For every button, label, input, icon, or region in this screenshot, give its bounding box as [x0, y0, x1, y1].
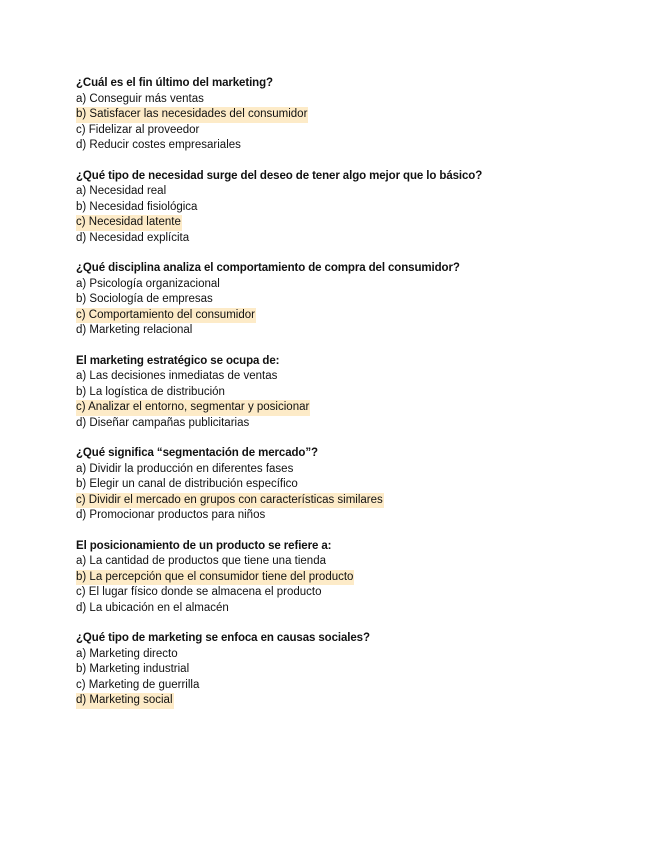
- question-title: ¿Qué disciplina analiza el comportamiento de compra del consumidor?: [76, 262, 460, 274]
- answer-option-text: c) Marketing de guerrilla: [76, 678, 200, 691]
- answer-option-text: c) Analizar el entorno, segmentar y posicionar: [76, 400, 310, 416]
- answer-option: [76, 138, 596, 154]
- answer-option-text: a) Las decisiones inmediatas de ventas: [76, 370, 278, 382]
- answer-option-correct: [76, 215, 596, 231]
- answer-option-text: c) Dividir el mercado en grupos con características similares: [76, 493, 384, 509]
- answer-option: [76, 231, 596, 247]
- answer-option: [76, 601, 596, 617]
- answer-option: [76, 323, 596, 339]
- answer-option: [76, 385, 596, 401]
- question-title: El marketing estratégico se ocupa de:: [76, 354, 280, 367]
- answer-option-text: a) Necesidad real: [76, 185, 167, 197]
- answer-option-text: b) Necesidad fisiológica: [76, 200, 198, 213]
- answer-option-text: a) La cantidad de productos que tiene una tienda: [76, 555, 326, 567]
- answer-option: [76, 184, 596, 200]
- answer-option: [76, 647, 596, 663]
- answer-option: [76, 508, 596, 524]
- answer-option: [76, 123, 596, 139]
- question-7: [76, 631, 596, 709]
- answer-option-correct: [76, 493, 596, 509]
- answer-option: [76, 462, 596, 478]
- answer-option: [76, 369, 596, 385]
- answer-option-text: b) Marketing industrial: [76, 663, 190, 675]
- answer-option-text: a) Psicología organizacional: [76, 277, 220, 290]
- question-title: El posicionamiento de un producto se refiere a:: [76, 539, 332, 552]
- answer-option-text: b) La logística de distribución: [76, 385, 225, 398]
- answer-option-text: d) Reducir costes empresariales: [76, 139, 241, 151]
- answer-option-text: d) Diseñar campañas publicitarias: [76, 416, 250, 429]
- question-6: [76, 539, 596, 617]
- answer-option-correct: [76, 400, 596, 416]
- answer-option-text: c) Fidelizar al proveedor: [76, 123, 200, 136]
- answer-option-text: d) Marketing social: [76, 693, 174, 709]
- question-title: ¿Qué significa “segmentación de mercado”?: [76, 447, 318, 459]
- answer-option-text: c) Comportamiento del consumidor: [76, 308, 256, 324]
- answer-option-text: b) La percepción que el consumidor tiene del producto: [76, 570, 354, 586]
- answer-option: [76, 554, 596, 570]
- answer-option-correct: [76, 570, 596, 586]
- answer-option-text: a) Marketing directo: [76, 647, 178, 660]
- answer-option-text: c) Necesidad latente: [76, 215, 182, 231]
- answer-option-correct: [76, 693, 596, 709]
- question-title: ¿Qué tipo de necesidad surge del deseo de tener algo mejor que lo básico?: [76, 169, 483, 182]
- answer-option-text: b) Sociología de empresas: [76, 293, 213, 305]
- answer-option: [76, 292, 596, 308]
- answer-option-correct: [76, 107, 596, 123]
- answer-option-text: a) Dividir la producción en diferentes fases: [76, 462, 294, 475]
- question-title: ¿Cuál es el fin último del marketing?: [76, 77, 273, 89]
- answer-option-text: b) Satisfacer las necesidades del consumidor: [76, 107, 308, 123]
- question-5: [76, 446, 596, 524]
- answer-option-text: c) El lugar físico donde se almacena el producto: [76, 586, 322, 598]
- answer-option: [76, 678, 596, 694]
- question-3: [76, 261, 596, 339]
- answer-option-correct: [76, 308, 596, 324]
- answer-option: [76, 585, 596, 601]
- answer-option-text: a) Conseguir más ventas: [76, 92, 204, 105]
- answer-option: [76, 277, 596, 293]
- quiz-document: [76, 76, 596, 724]
- answer-option-text: d) Marketing relacional: [76, 324, 193, 336]
- answer-option: [76, 416, 596, 432]
- question-4: [76, 354, 596, 432]
- answer-option-text: d) Promocionar productos para niños: [76, 509, 266, 521]
- question-2: [76, 169, 596, 247]
- answer-option: [76, 662, 596, 678]
- question-title: ¿Qué tipo de marketing se enfoca en causas sociales?: [76, 632, 370, 644]
- question-1: [76, 76, 596, 154]
- answer-option: [76, 92, 596, 108]
- answer-option: [76, 477, 596, 493]
- answer-option-text: b) Elegir un canal de distribución específico: [76, 478, 298, 490]
- answer-option-text: d) La ubicación en el almacén: [76, 601, 229, 614]
- answer-option-text: d) Necesidad explícita: [76, 231, 190, 244]
- answer-option: [76, 200, 596, 216]
